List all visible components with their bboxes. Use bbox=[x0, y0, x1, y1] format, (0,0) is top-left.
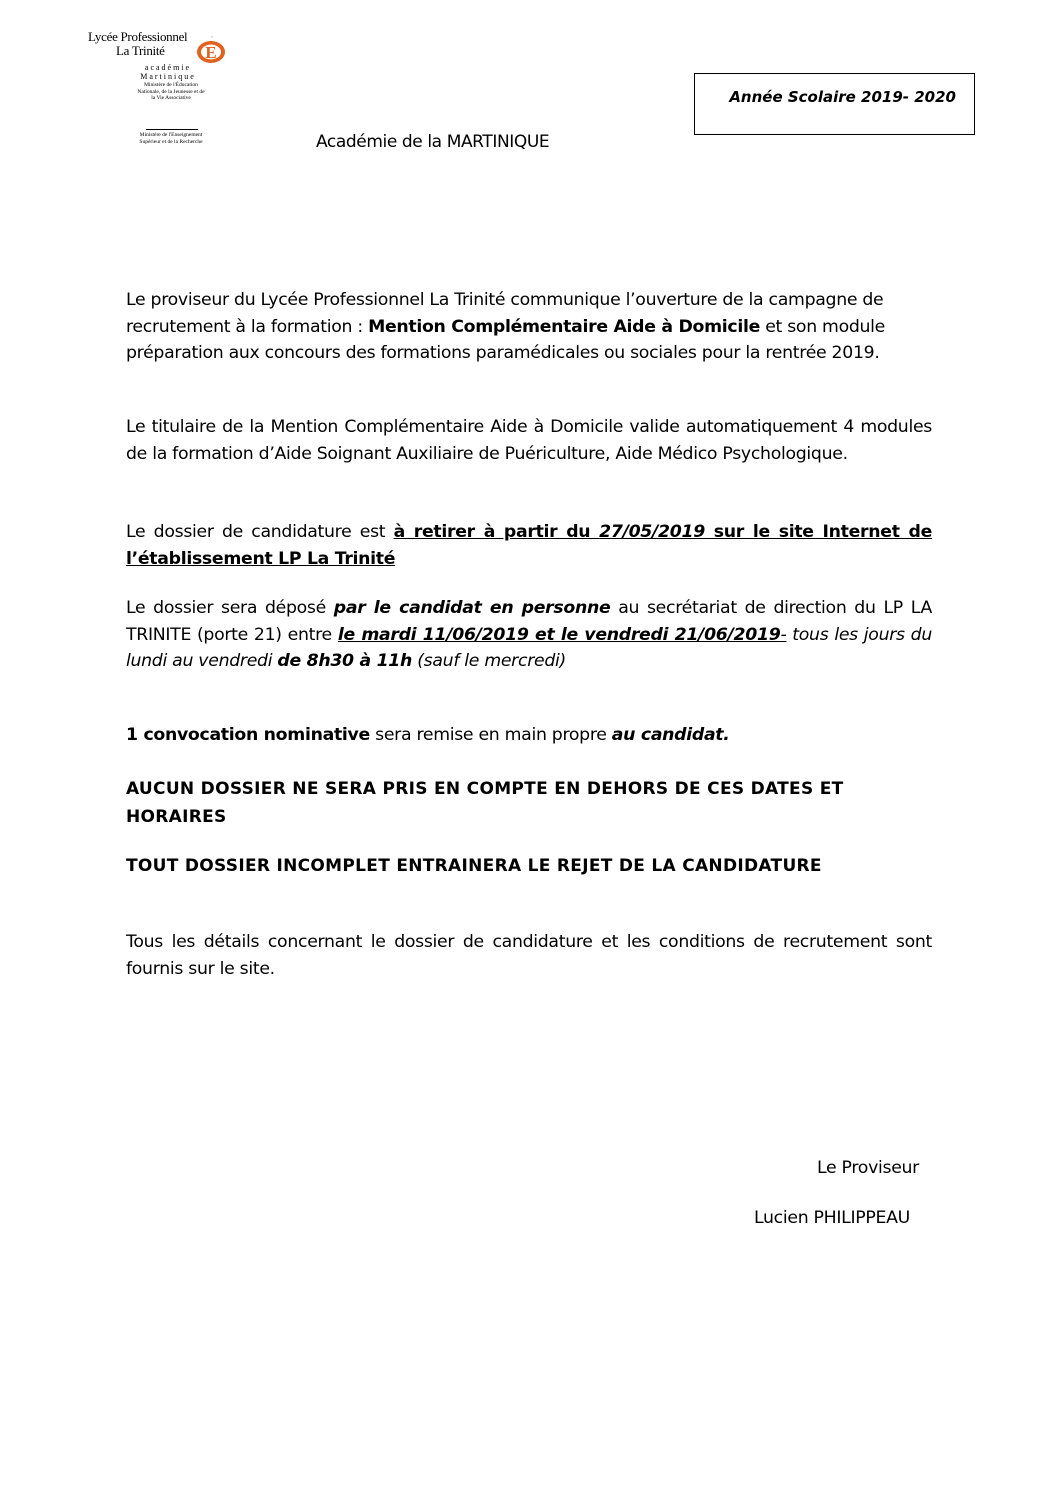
logo-ministry-2: Ministère de l'Enseignement Supérieur et de la Recherche bbox=[139, 132, 203, 145]
intro-text: Le proviseur du Lycée Professionnel La Trinité communique l’ouverture de la campagne de recrutement à la formation : bbox=[126, 290, 884, 337]
retrait-date: 27/05/2019 bbox=[599, 522, 705, 542]
warning-incomplet: TOUT DOSSIER INCOMPLET ENTRAINERA LE REJET DE LA CANDIDATURE bbox=[126, 856, 822, 876]
convocation-text: sera remise en main propre bbox=[369, 725, 612, 745]
logo-school-line1: Lycée Professionnel bbox=[88, 29, 188, 44]
school-year-box: Année Scolaire 2019- 2020 bbox=[694, 73, 975, 135]
retrait-highlight: à retirer à partir du bbox=[393, 522, 600, 542]
signature-name: Lucien PHILIPPEAU bbox=[754, 1208, 911, 1228]
paragraph-titulaire: Le titulaire de la Mention Complémentaire Aide à Domicile valide automatiquement 4 modules de la formation d’Aide Soignant Auxiliaire de Puériculture, Aide Médico Psychologique. bbox=[126, 417, 932, 464]
depot-lieu: au secrétariat de direction du LP LA TRINITE (porte 21) entre bbox=[126, 598, 932, 645]
svg-text:´: ´ bbox=[210, 36, 214, 44]
logo-school-name bbox=[88, 30, 187, 58]
depot-text: Le dossier sera déposé bbox=[126, 598, 334, 618]
svg-text:E: E bbox=[205, 43, 217, 62]
school-logo bbox=[88, 30, 248, 160]
convocation-bold: 1 convocation nominative bbox=[126, 725, 370, 745]
paragraph-retrait bbox=[126, 519, 932, 572]
depot-horaires: de 8h30 à 11h bbox=[277, 651, 413, 671]
depot-candidat: par le candidat en personne bbox=[333, 598, 611, 618]
intro-text-end: et son module préparation aux concours des formations paramédicales ou sociales pour la rentrée 2019. bbox=[126, 316, 886, 363]
logo-academie-line2: Martinique bbox=[140, 72, 196, 81]
paragraph-depot bbox=[126, 595, 932, 675]
logo-academie-line1: académie bbox=[144, 63, 192, 72]
depot-dates: le mardi 11/06/2019 et le vendredi 21/06/2019 bbox=[337, 624, 781, 645]
paragraph-intro bbox=[126, 287, 932, 367]
depot-jours: tous les jours du lundi au vendredi bbox=[126, 624, 932, 671]
academy-title: Académie de la MARTINIQUE bbox=[316, 132, 550, 152]
logo-academie bbox=[128, 63, 208, 81]
warning-dates: AUCUN DOSSIER NE SERA PRIS EN COMPTE EN DEHORS DE CES DATES ET HORAIRES bbox=[126, 779, 844, 827]
paragraph-details: Tous les détails concernant le dossier de candidature et les conditions de recrutement sont fournis sur le site. bbox=[126, 932, 932, 979]
retrait-site: sur le site Internet de l’établissement LP La Trinité bbox=[126, 522, 932, 569]
signature-role: Le Proviseur bbox=[817, 1158, 919, 1178]
logo-school-line2: La Trinité bbox=[116, 43, 165, 58]
depot-sauf: (sauf le mercredi) bbox=[412, 651, 566, 671]
logo-divider bbox=[146, 129, 198, 130]
paragraph-convocation bbox=[126, 722, 932, 749]
convocation-candidat: au candidat. bbox=[611, 725, 730, 745]
depot-dash: - bbox=[780, 624, 787, 645]
formation-name: Mention Complémentaire Aide à Domicile bbox=[368, 316, 761, 337]
retrait-text: Le dossier de candidature est bbox=[126, 522, 394, 542]
logo-ministry-1: Ministère de l'Éducation Nationale, de la Jeunesse et de la Vie Associative bbox=[137, 82, 205, 102]
e-emblem-icon bbox=[196, 36, 226, 64]
